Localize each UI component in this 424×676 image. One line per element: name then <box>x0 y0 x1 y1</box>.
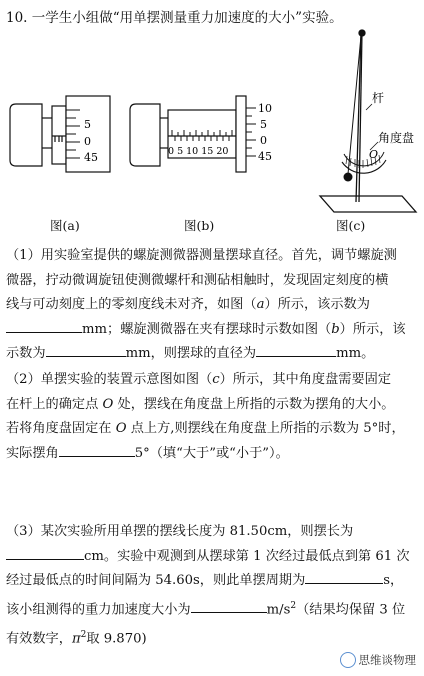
fig-b-tick-45: 45 <box>258 150 272 163</box>
fig-b-tick-10: 10 <box>258 102 272 115</box>
answer-blank-angle[interactable] <box>59 443 135 457</box>
part-3-line-4: 该小组测得的重力加速度大小为 $m/s^2$（结果均保留 3 位 <box>6 600 406 618</box>
part-2-line-2: 在杆上的确定点 O 处，摆线在角度盘上所指的示数为摆角的大小。 <box>6 396 395 412</box>
part-1-line-2: 微器，拧动微调旋钮使测微螺杆和测砧相触时，发现固定刻度的横 <box>6 272 389 288</box>
fig-b-tick-0: 0 <box>260 134 267 147</box>
answer-blank-period[interactable] <box>305 570 383 584</box>
fig-a-tick-5: 5 <box>84 118 91 131</box>
answer-blank-gravity[interactable] <box>191 599 267 613</box>
part-3-line-3: 经过最低点的时间间隔为 54.60s，则此单摆周期为 s， <box>6 569 420 594</box>
fig-c-dial-label: 角度盘 <box>378 131 415 145</box>
answer-blank-reading-a[interactable] <box>6 319 82 333</box>
fig-c-caption: 图(c) <box>336 218 366 233</box>
fig-b-caption: 图(b) <box>184 218 215 233</box>
part-3 <box>6 520 420 652</box>
fig-c-rod-label: 杆 <box>372 91 385 105</box>
part-2 <box>6 368 420 466</box>
pendulum-apparatus <box>320 30 416 212</box>
part-2-line-3: 若将角度盘固定在 O 点上方,则摆线在角度盘上所指的示数为 5°时， <box>6 421 405 437</box>
part-1 <box>6 244 420 367</box>
part-3-line-5: 有效数字，$\pi^2$取 9.870) <box>6 629 147 647</box>
part-2-line-4: 实际摆角 5°（填“大于”或“小于”）。 <box>6 442 420 467</box>
fig-a-caption: 图(a) <box>50 218 80 233</box>
answer-blank-diameter[interactable] <box>256 343 336 357</box>
part-1-line-3: 线与可动刻度上的零刻度线未对齐，如图（a）所示，该示数为 <box>6 297 370 313</box>
watermark-text: 思维谈物理 <box>358 653 416 667</box>
part-1-line-5: 示数为 mm，则摆球的直径为 mm。 <box>6 342 420 367</box>
part-3-line-2: cm。实验中观测到从摆球第 1 次经过最低点到第 61 次 <box>6 545 420 570</box>
answer-blank-length[interactable] <box>6 546 84 560</box>
fig-c-point-o: O <box>369 148 379 161</box>
question-title: 10. 一学生小组做“用单摆测量重力加速度的大小”实验。 <box>6 10 343 26</box>
part-3-line-1: （3）某次实验所用单摆的摆线长度为 81.50cm，则摆长为 <box>6 524 354 539</box>
fig-a-tick-45: 45 <box>84 151 98 164</box>
fig-a-tick-0: 0 <box>84 135 91 148</box>
fig-b-tick-5: 5 <box>260 118 267 131</box>
watermark <box>340 652 417 668</box>
pendulum-bob <box>344 173 353 182</box>
micrometer-b <box>130 96 256 172</box>
part-1-line-1: （1）用实验室提供的螺旋测微器测量摆球直径。首先，调节螺旋测 <box>6 248 397 263</box>
fig-b-main-scale: 0 5 10 15 20 <box>168 146 229 157</box>
figures <box>0 26 424 238</box>
part-1-line-4: mm；螺旋测微器在夹有摆球时示数如图（b）所示，该 <box>6 318 420 343</box>
chat-logo-icon <box>340 652 356 668</box>
part-2-line-1: （2）单摆实验的装置示意图如图（c）所示，其中角度盘需要固定 <box>6 372 392 387</box>
answer-blank-reading-b[interactable] <box>46 343 126 357</box>
